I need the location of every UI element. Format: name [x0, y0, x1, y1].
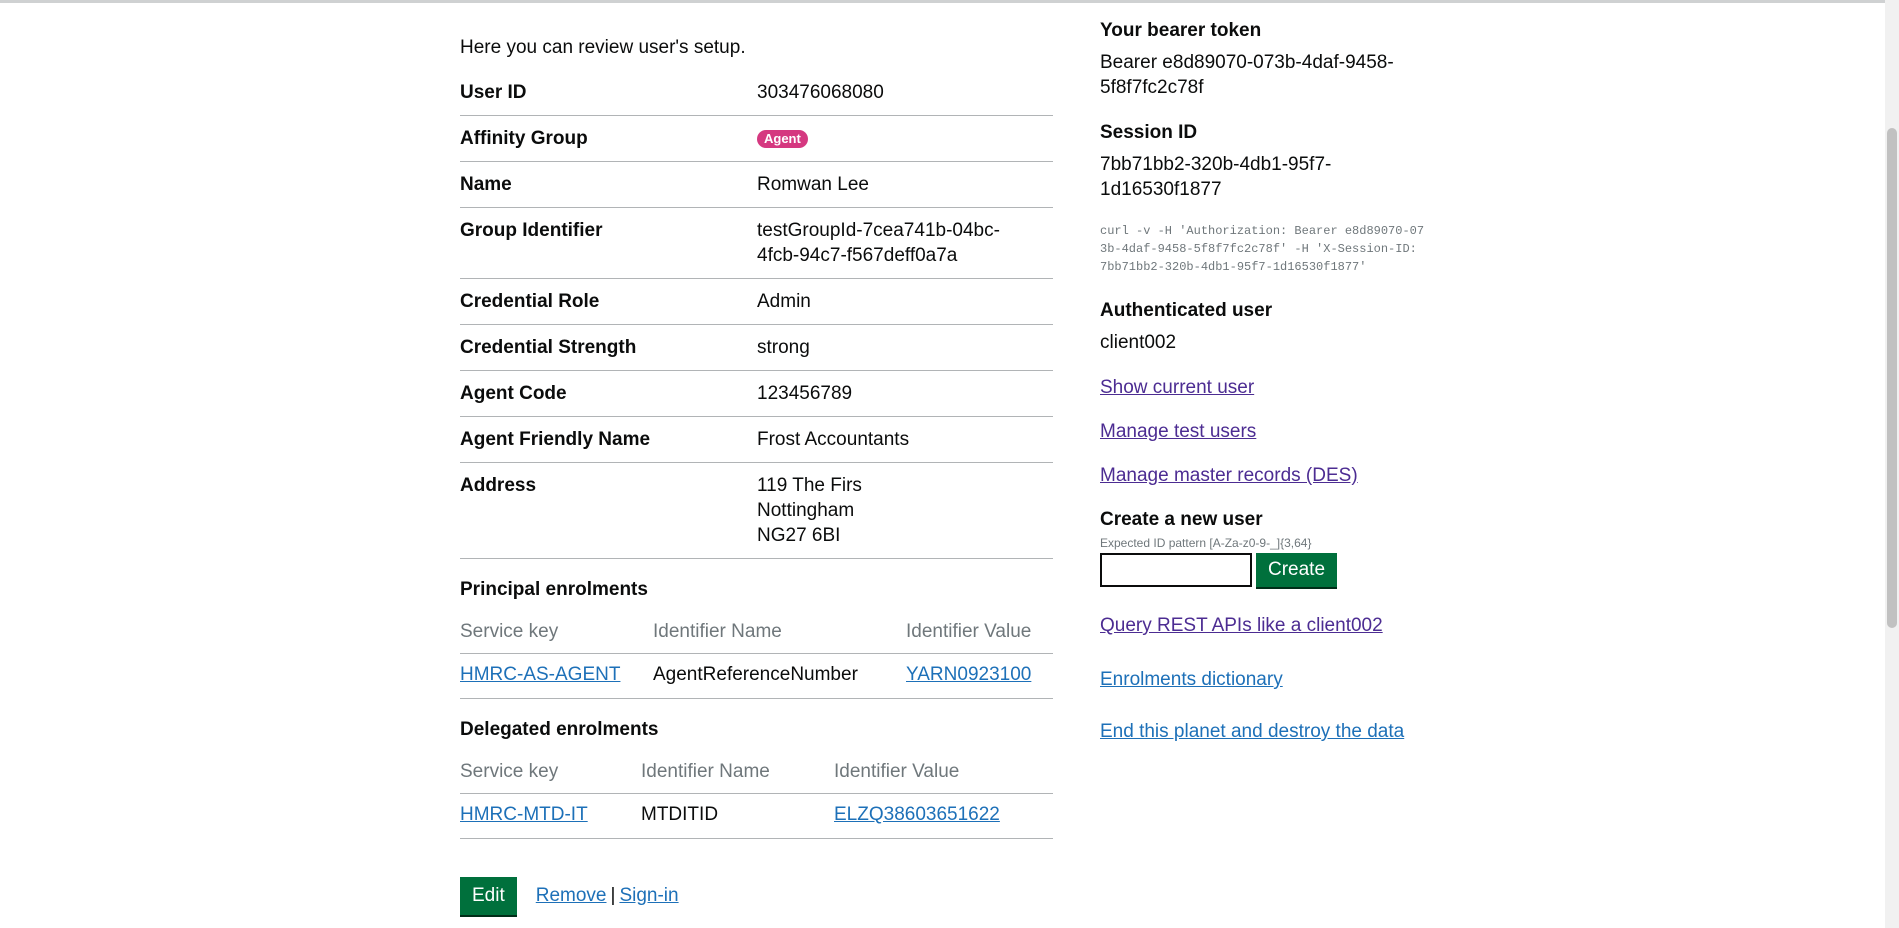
detail-value: 119 The Firs Nottingham NG27 6BI [757, 475, 862, 546]
detail-value: 123456789 [757, 383, 853, 404]
enrolments-dictionary-link[interactable]: Enrolments dictionary [1100, 669, 1283, 690]
session-id-value: 7bb71bb2-320b-4db1-95f7-1d16530f1877 [1100, 154, 1332, 200]
affinity-badge: Agent [757, 130, 808, 148]
detail-label: Address [460, 475, 537, 496]
separator: | [610, 885, 616, 906]
detail-label: Name [460, 174, 512, 195]
bearer-token-block [1100, 18, 1430, 100]
column-header: Service key [460, 621, 559, 642]
curl-command: curl -v -H 'Authorization: Bearer e8d89070-073b-4daf-9458-5f8f7fc2c78f' -H 'X-Session-ID: 7bb71bb2-320b-4db1-95f7-1d16530f1877' [1100, 224, 1425, 274]
detail-label: Credential Strength [460, 337, 637, 358]
detail-label: Agent Code [460, 383, 567, 404]
scrollbar-thumb[interactable] [1887, 128, 1897, 628]
service-key-link[interactable]: HMRC-MTD-IT [460, 804, 588, 825]
detail-row-group-identifier [460, 208, 1053, 279]
sidebar [1100, 18, 1430, 763]
user-actions [460, 877, 1053, 915]
table-row [460, 794, 1053, 839]
query-rest-apis-link[interactable]: Query REST APIs like a client002 [1100, 615, 1383, 636]
delegated-enrolments-heading: Delegated enrolments [460, 719, 659, 740]
create-user-form [1100, 553, 1430, 587]
delegated-enrolments-table [460, 751, 1053, 839]
edit-button[interactable]: Edit [460, 877, 517, 915]
column-header: Identifier Name [653, 621, 782, 642]
column-header: Service key [460, 761, 559, 782]
create-user-block [1100, 507, 1430, 587]
authenticated-user-block [1100, 298, 1430, 355]
detail-row-address [460, 463, 1053, 559]
detail-row-agent-friendly-name [460, 417, 1053, 463]
scrollbar[interactable] [1885, 0, 1899, 928]
service-key-cell [460, 654, 653, 699]
detail-row-credential-role [460, 279, 1053, 325]
detail-value: Romwan Lee [757, 174, 869, 195]
detail-label: Credential Role [460, 291, 600, 312]
column-header: Identifier Name [641, 761, 770, 782]
detail-value: Frost Accountants [757, 429, 910, 450]
detail-label: Affinity Group [460, 128, 588, 149]
authenticated-user-heading: Authenticated user [1100, 300, 1273, 321]
detail-label: Agent Friendly Name [460, 429, 651, 450]
top-border [0, 0, 1899, 3]
identifier-name-cell: AgentReferenceNumber [653, 654, 906, 699]
identifier-value-cell [834, 794, 1053, 839]
authenticated-user-value: client002 [1100, 332, 1177, 353]
detail-row-name [460, 162, 1053, 208]
detail-value: Admin [757, 291, 811, 312]
destroy-data-link[interactable]: End this planet and destroy the data [1100, 721, 1405, 742]
sign-in-link[interactable]: Sign-in [619, 885, 679, 906]
session-id-block [1100, 120, 1430, 202]
create-user-hint: Expected ID pattern [A-Za-z0-9-_]{3,64} [1100, 536, 1312, 550]
detail-row-affinity-group [460, 116, 1053, 162]
manage-master-records-link[interactable]: Manage master records (DES) [1100, 465, 1358, 486]
identifier-value-link[interactable]: YARN0923100 [906, 664, 1032, 685]
bearer-token-heading: Your bearer token [1100, 20, 1262, 41]
user-setup-panel [460, 34, 1053, 915]
column-header: Identifier Value [906, 621, 1032, 642]
remove-link[interactable]: Remove [535, 885, 607, 906]
new-user-id-input[interactable] [1100, 553, 1252, 587]
manage-test-users-link[interactable]: Manage test users [1100, 421, 1257, 442]
detail-row-credential-strength [460, 325, 1053, 371]
table-header-row [460, 611, 1053, 654]
service-key-link[interactable]: HMRC-AS-AGENT [460, 664, 621, 685]
show-current-user-link[interactable]: Show current user [1100, 377, 1255, 398]
service-key-cell [460, 794, 641, 839]
detail-label: Group Identifier [460, 220, 603, 241]
detail-row-agent-code [460, 371, 1053, 417]
detail-value [757, 126, 1053, 151]
detail-value: 303476068080 [757, 82, 884, 103]
detail-label: User ID [460, 82, 527, 103]
principal-enrolments-heading: Principal enrolments [460, 579, 648, 600]
table-header-row [460, 751, 1053, 794]
session-id-heading: Session ID [1100, 122, 1198, 143]
intro-text: Here you can review user's setup. [460, 37, 746, 58]
identifier-value-link[interactable]: ELZQ38603651622 [834, 804, 1000, 825]
table-row [460, 654, 1053, 699]
create-user-button[interactable]: Create [1256, 553, 1337, 587]
identifier-value-cell [906, 654, 1053, 699]
column-header: Identifier Value [834, 761, 960, 782]
identifier-name-cell: MTDITID [641, 794, 834, 839]
principal-enrolments-table [460, 611, 1053, 699]
create-user-heading: Create a new user [1100, 509, 1263, 530]
detail-value: testGroupId-7cea741b-04bc- 4fcb-94c7-f567deff0a7a [757, 220, 1000, 266]
detail-row-user-id [460, 70, 1053, 116]
bearer-token-value: Bearer e8d89070-073b-4daf-9458-5f8f7fc2c78f [1100, 52, 1394, 98]
detail-value: strong [757, 337, 810, 358]
